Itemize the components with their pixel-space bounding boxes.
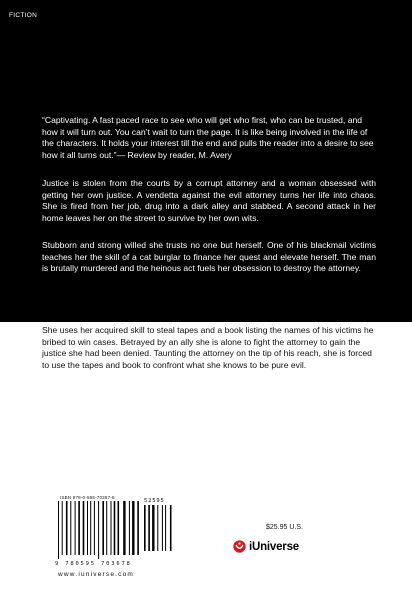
synopsis-paragraph-2: Stubborn and strong willed she trusts no one but herself. One of his blackmail victims teaches her the skill of a cat burglar to finance her quest and elevate herself. The man is brutally murdered and the heinous act fuels her obsession to destroy the attorney. [42,240,376,273]
genre-label: FICTION [9,12,38,19]
synopsis-paragraph-1: Justice is stolen from the courts by a corrupt attorney and a woman obsessed with getting her own justice. A vendetta against the evil attorney turns her life into chaos. She is fired from her job, drug into a dark alley and stabbed. A second attack in her home leaves her on the street to survive by her own wits. [42,178,376,223]
synopsis-paragraph-3: She uses her acquired skill to steal tapes and a book listing the names of his victims he bribed to win cases. Betrayed by an ally she is alone to fight the attorney to gain the justice she had been denied. Taunting the attorney on the tip of his reach, she is forced to use the tapes and book to confront what she knows to be pure evil. [42,325,374,370]
isbn-digits: 9 780595 703678 [55,561,132,567]
iuniverse-logo-icon [233,540,246,553]
price-code-digits: 52595 [144,498,165,504]
isbn-barcode [58,501,142,559]
publisher-brand [233,540,299,553]
publisher-name: iUniverse [249,540,299,553]
review-quote: “Captivating. A fast paced race to see who will get who first, who can be trusted, and how it will turn out. You can’t wait to turn the page. It is like being involved in the life of the characters. It holds your interest till the end and pulls the reader into a desire to see how it all turns out.”— Review by reader, M. Avery [42,115,374,160]
retail-price: $25.95 U.S. [266,524,303,531]
isbn-label: ISBN 978-0-595-70367-8 [60,495,115,500]
price-code-barcode [144,505,174,555]
publisher-website: www.iuniverse.com [58,571,135,578]
